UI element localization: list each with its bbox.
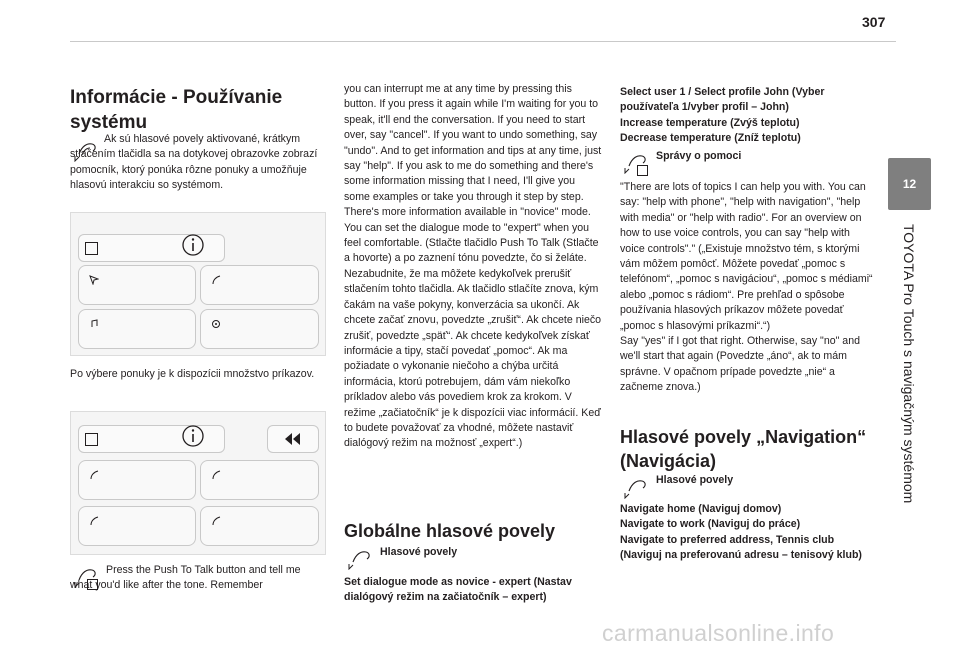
profile-temperature-commands: Select user 1 / Select profile John (Vyber používateľa 1/vyber profil – John) Increase temperature (Zvýš teplotu) Decrease temperature (Zníž teplotu) <box>620 86 825 145</box>
page-number: 307 <box>862 14 886 30</box>
push-to-talk-icon <box>637 165 648 176</box>
info-icon <box>181 424 205 448</box>
menu-tile-settings[interactable] <box>200 309 319 349</box>
intro-paragraph: Ak sú hlasové povely aktivované, krátkym stlačením tlačidla sa na dotykovej obrazovke zobrazí pomocník, ktorý ponúka rôzne ponuky a umožňuje hlasovú interakciu so systémom. <box>70 133 318 192</box>
menu-tile-phone[interactable] <box>200 265 319 305</box>
help-messages-label: Správy o pomoci <box>656 150 742 162</box>
menu-grid-icon <box>85 433 98 446</box>
watermark: carmanualsonline.info <box>602 620 835 646</box>
section-heading-info: Informácie - Používanie systému <box>70 87 283 133</box>
info-icon <box>181 233 205 257</box>
commands-available-paragraph: Po výbere ponuky je k dispozícii množstvo príkazov. <box>70 368 315 380</box>
voice-menu-screen-2 <box>70 411 326 555</box>
chapter-title-text: TOYOTA Pro Touch s navigačným systémom <box>901 224 917 504</box>
chapter-number: 12 <box>902 177 917 191</box>
command-tile[interactable] <box>200 506 319 546</box>
voice-commands-label: Hlasové povely <box>656 474 734 486</box>
back-button[interactable] <box>267 425 319 453</box>
phone-icon <box>89 516 99 526</box>
radio-icon <box>211 319 221 329</box>
phone-icon <box>211 470 221 480</box>
navigation-commands: Navigate home (Naviguj domov) Navigate to work (Naviguj do práce) Navigate to preferred address, Tennis club (Naviguj na preferovanú adresu – tenisový klub) <box>620 503 862 562</box>
top-rule <box>70 41 896 42</box>
phone-icon <box>211 516 221 526</box>
command-tile[interactable] <box>200 460 319 500</box>
section-heading-navigation: Hlasové povely „Navigation“ (Navigácia) <box>620 427 867 471</box>
command-tile[interactable] <box>78 506 196 546</box>
dialogue-mode-command: Set dialogue mode as novice - expert (Nastav dialógový režim na začiatočník – expert) <box>344 576 572 604</box>
phone-icon <box>211 275 221 285</box>
navigation-arrow-icon <box>89 275 99 285</box>
chapter-tab <box>888 158 931 210</box>
menu-tile-media[interactable] <box>78 309 196 349</box>
voice-menu-screen-1 <box>70 212 326 356</box>
voice-help-paragraph: you can interrupt me at any time by pressing this button. If you press it again while I'm waiting for you to speak, it'll end the conversation. If you need to start over, say "cancel". If you want to undo something, say "undo". And to get information and tips at any time, just say "help". If you ask to me do something and there's some information missing that I need, I'll give you some examples or take you through it step by step. There's more information available in "novice" mode. You can set the dialogue mode to "expert" when you feel comfortable. (Stlačte tlačidlo Push To Talk (Stlačte a hovorte) a po zaznení tónu povedzte, čo si želáte. Nezabudnite, že ma môžete kedykoľvek prerušiť stlačením tohto tlačidla. Ak tlačidlo stlačíte znova, kým čakám na vaše pokyny, konverzácia sa ukončí. Ak chcete začať znovu, povedzte „zrušiť“. Ak chcete niečo zrušiť, povedzte „späť“. Ak chcete kedykoľvek získať informácie a tipy, stačí povedať „pomoc“. Ak ma požiadate o vykonanie niečoho a chýba určitá informácia, ktorú potrebujem, dám vám niekoľko príkladov alebo vás povediem krok za krokom. V režime „začiatočník“ je k dispozícii viac informácií. Keď to budete považovať za vhodné, môžete nastaviť dialógový režim na možnosť „expert“.) <box>344 83 602 450</box>
help-messages-paragraph: "There are lots of topics I can help you with. You can say: "help with phone", "help with navigation", "help with media" or "help with radio". For an overview on how to use voice controls, you can say "help with voice controls"." („Existuje množstvo tém, s ktorými vám môžem pomôcť. Môžete povedať „pomoc s telefónom“, „pomoc s navigáciou“, „pomoc s médiami“ alebo „pomoc s rádiom“. Pre prehľad o spôsobe používania hlasových príkazov môžete povedať „pomoc s hlasovými príkazmi“.“) Say "yes" if I got that right. Otherwise, say "no" and we'll start that again (Povedzte „áno“, ak to mám správne. V opačnom prípade povedzte „nie“ a začneme znova.) <box>620 181 873 394</box>
voice-commands-label: Hlasové povely <box>380 546 458 558</box>
push-to-talk-paragraph: Press the Push To Talk button and tell me what you'd like after the tone. Remember <box>70 564 301 592</box>
menu-tile-navigation[interactable] <box>78 265 196 305</box>
voice-command-icon <box>346 548 372 570</box>
section-heading-global: Globálne hlasové povely <box>344 521 556 541</box>
phone-icon <box>89 470 99 480</box>
menu-grid-icon <box>85 242 98 255</box>
chapter-title <box>889 224 929 584</box>
music-icon <box>89 319 99 329</box>
voice-command-icon <box>622 477 648 499</box>
rewind-icon <box>283 432 303 446</box>
command-tile[interactable] <box>78 460 196 500</box>
